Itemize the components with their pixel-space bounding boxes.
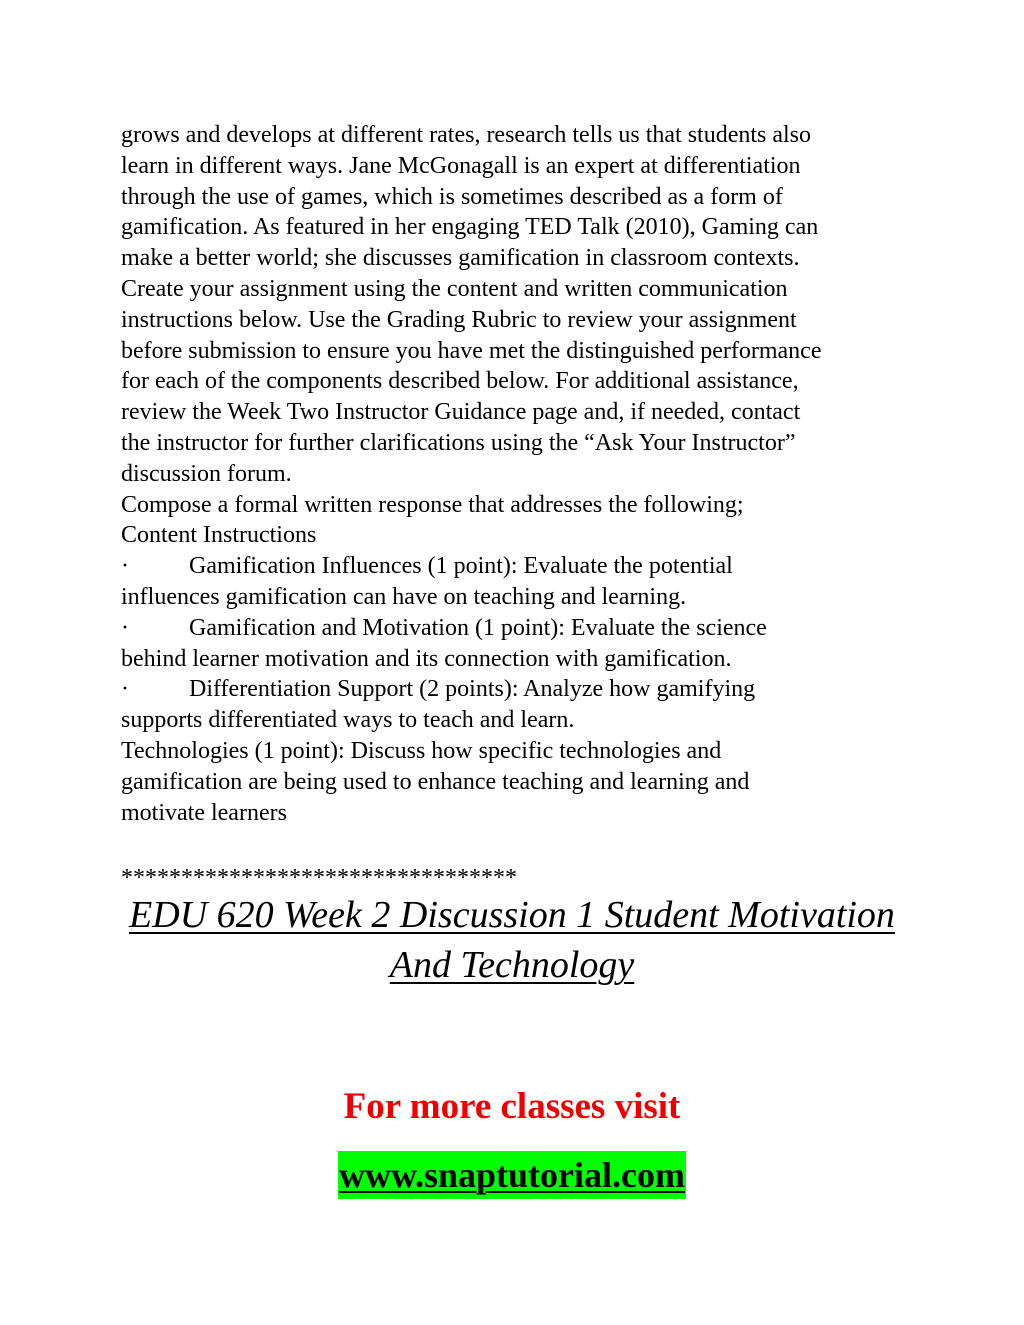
body-line: through the use of games, which is sometimes described as a form of xyxy=(121,183,783,210)
body-line: gamification are being used to enhance teaching and learning and xyxy=(121,768,750,795)
body-line: gamification. As featured in her engaging TED Talk (2010), Gaming can xyxy=(121,214,819,241)
bullet-dot: · xyxy=(121,676,129,703)
promo-link-container xyxy=(0,1151,1024,1199)
body-line: Technologies (1 point): Discuss how specific technologies and xyxy=(121,737,722,764)
bullet-text: Differentiation Support (2 points): Analyze how gamifying xyxy=(189,676,756,703)
body-line: learn in different ways. Jane McGonagall is an expert at differentiation xyxy=(121,152,801,179)
body-line: grows and develops at different rates, research tells us that students also xyxy=(121,122,812,148)
bullet-item xyxy=(121,674,921,705)
body-line: before submission to ensure you have met the distinguished performance xyxy=(121,337,822,364)
bullet-dot: · xyxy=(121,614,129,641)
body-line: for each of the components described below. For additional assistance, xyxy=(121,368,799,395)
document-title: EDU 620 Week 2 Discussion 1 Student Motivation xyxy=(129,894,895,936)
body-line: review the Week Two Instructor Guidance page and, if needed, contact xyxy=(121,399,801,426)
bullet-dot: · xyxy=(121,553,129,580)
bullet-continuation: behind learner motivation and its connection with gamification. xyxy=(121,645,732,672)
body-line: discussion forum. xyxy=(121,460,292,487)
body-line: the instructor for further clarifications using the “Ask Your Instructor” xyxy=(121,429,796,456)
asterisk-separator: ********************************* xyxy=(121,865,517,892)
bullet-text: Gamification and Motivation (1 point): Evaluate the science xyxy=(189,614,767,641)
website-link[interactable]: www.snaptutorial.com xyxy=(338,1151,686,1199)
body-line: Compose a formal written response that addresses the following; xyxy=(121,491,744,518)
document-title-continued: And Technology xyxy=(389,944,635,986)
body-line: make a better world; she discusses gamification in classroom contexts. xyxy=(121,245,800,272)
body-line: Create your assignment using the content and written communication xyxy=(121,275,788,302)
bullet-item xyxy=(121,551,921,582)
promo-text: For more classes visit xyxy=(343,1086,681,1127)
body-line: motivate learners xyxy=(121,799,287,826)
bullet-item xyxy=(121,613,921,644)
bullet-continuation: supports differentiated ways to teach and learn. xyxy=(121,707,575,734)
document-body xyxy=(121,120,921,892)
bullet-continuation: influences gamification can have on teaching and learning. xyxy=(121,583,687,610)
section-heading: Content Instructions xyxy=(121,522,317,549)
bullet-text: Gamification Influences (1 point): Evaluate the potential xyxy=(189,553,733,580)
body-line: instructions below. Use the Grading Rubric to review your assignment xyxy=(121,306,797,333)
spacer xyxy=(121,828,921,859)
